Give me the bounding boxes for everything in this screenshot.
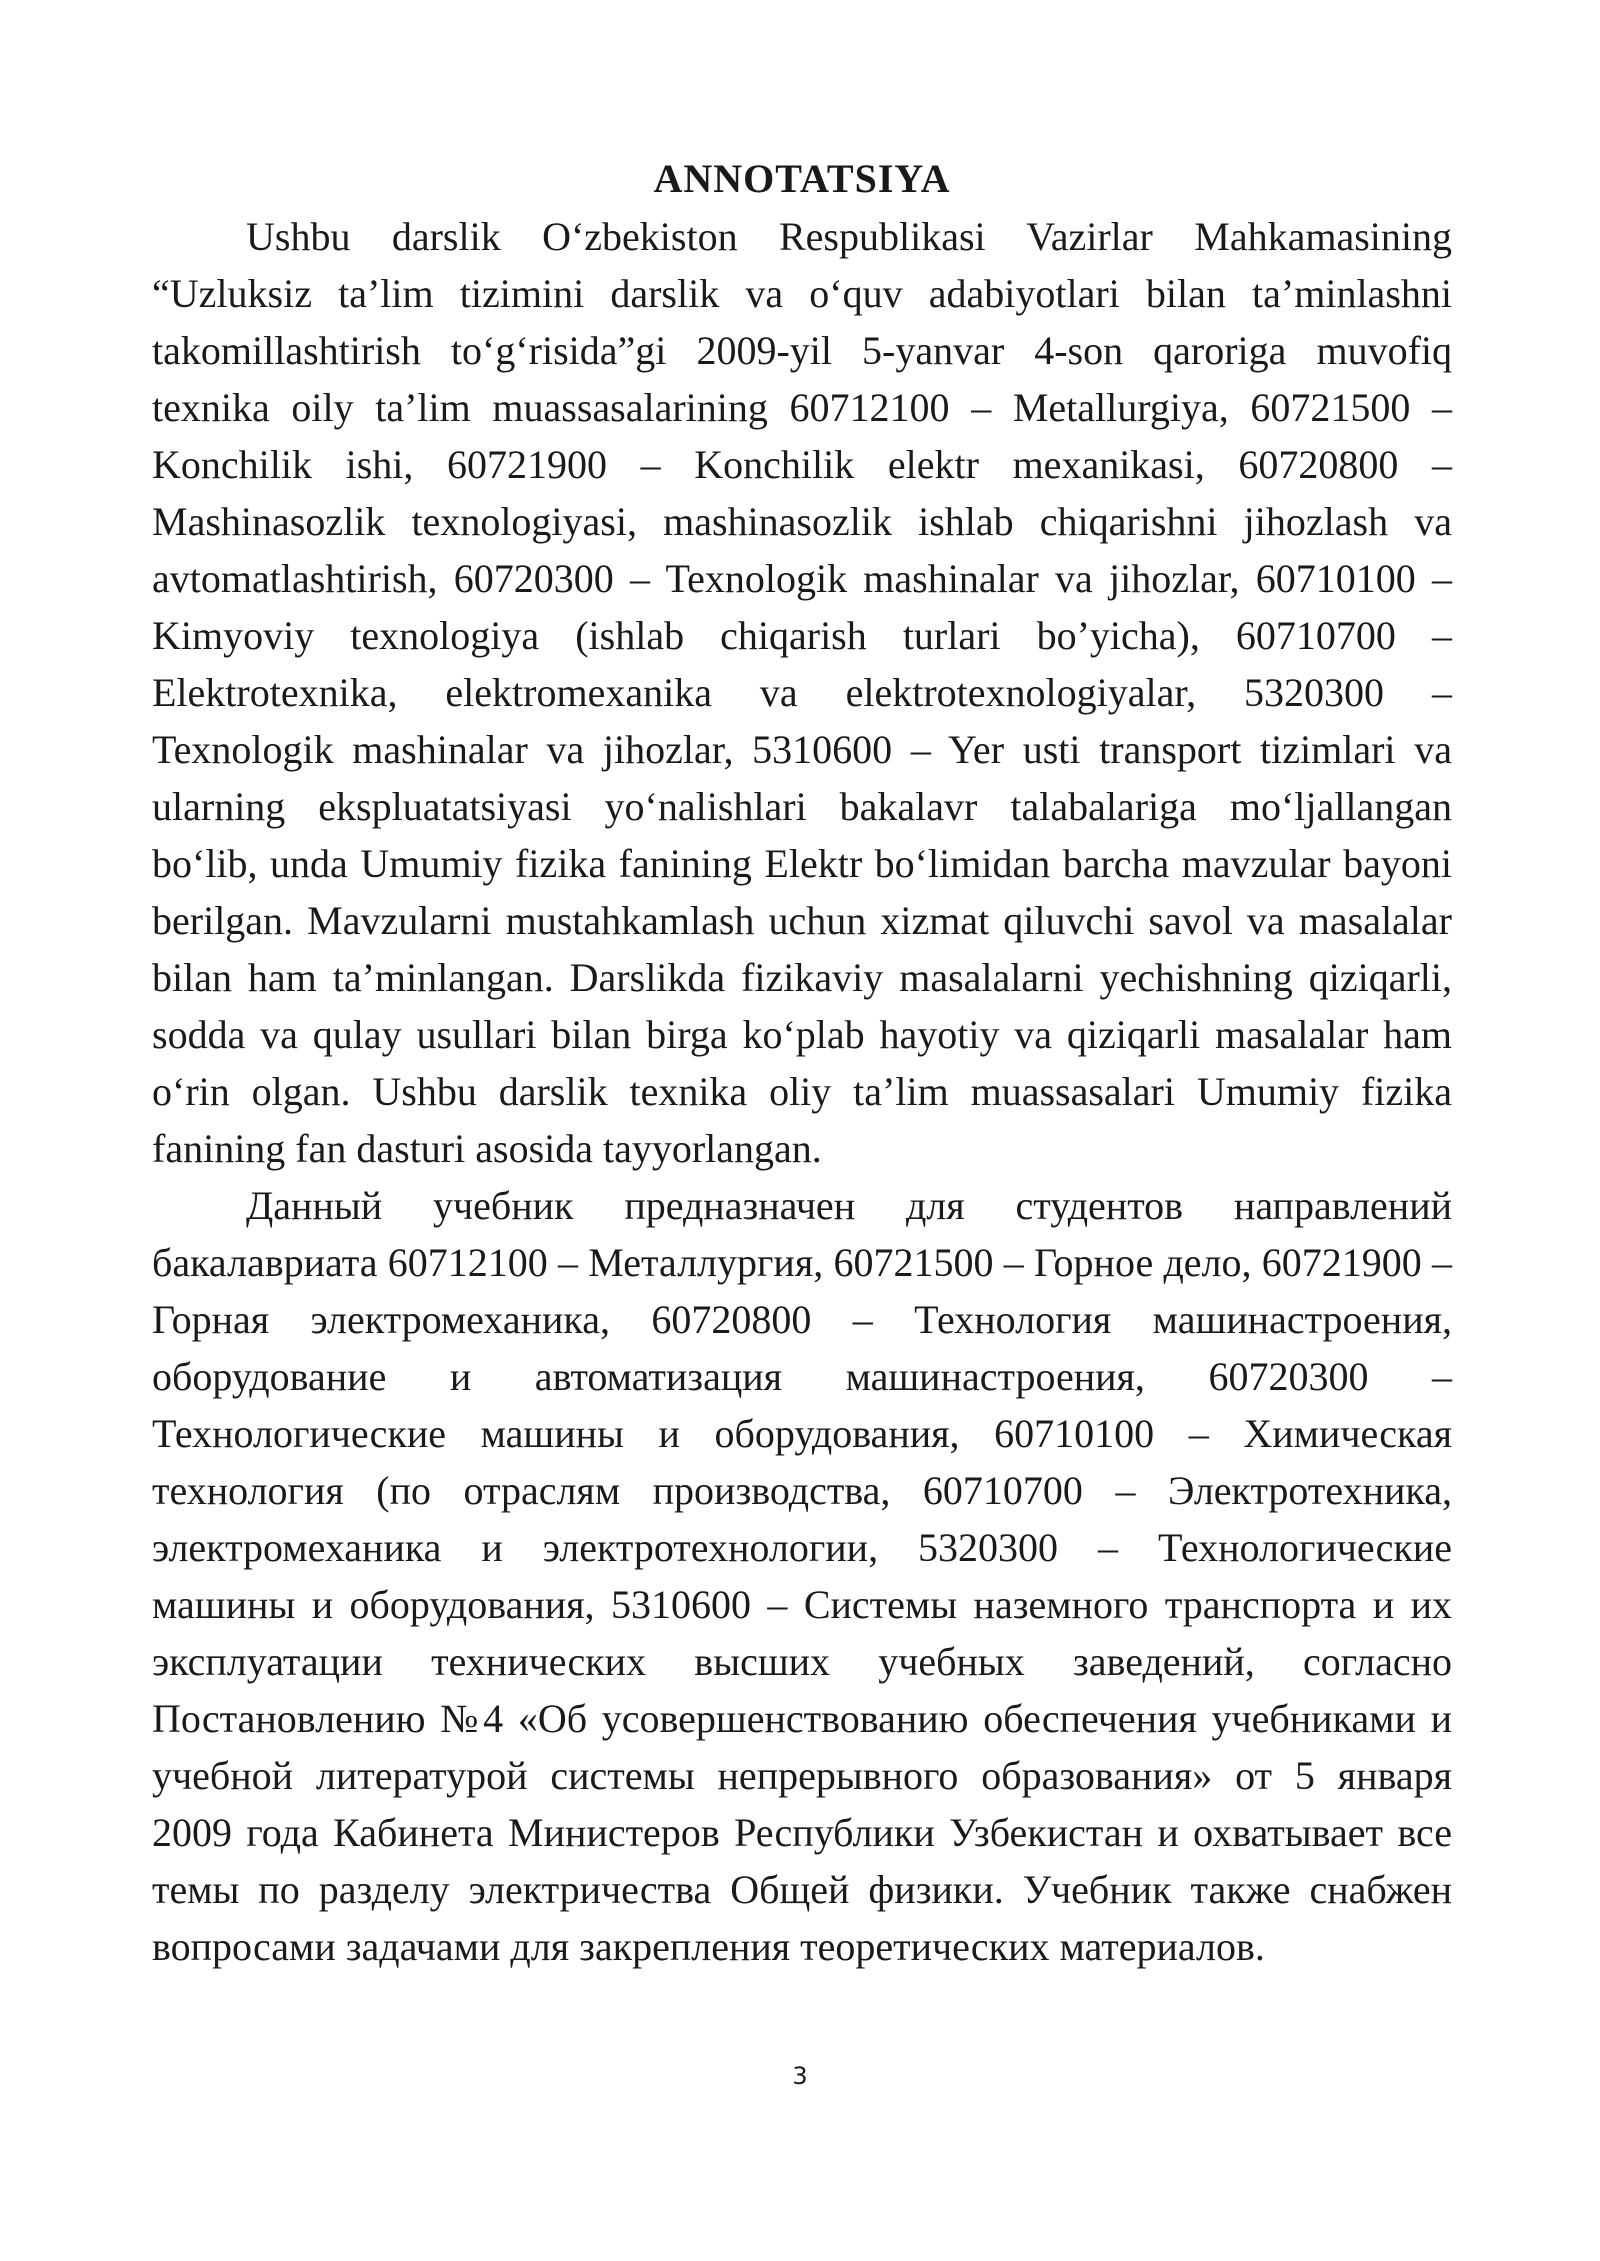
paragraph-russian: Данный учебник предназначен для студентов направлений бакалавриата 60712100 – Металлургия, 60721500 – Горное дело, 60721900 – Горная электромеханика, 60720800 – Технология машинастроения, оборудование и автоматизация машинастроения, 60720300 – Технологические машины и оборудования, 60710100 – Химическая технология (по отраслям производства, 60710700 – Электротехника, электромеханика и электротехнологии, 5320300 – Технологические машины и оборудования, 5310600 – Системы наземного транспорта и их эксплуатации технических высших учебных заведений, согласно Постановлению №4 «Об усовершенствованию обеспечения учебниками и учебной литературой системы непрерывного образования» от 5 января 2009 года Кабинета Министеров Республики Узбекистан и охватывает все темы по разделу электричества Общей физики. Учебник также снабжен вопросами задачами для закрепления теоретических материалов.	[152, 1183, 1452, 1969]
paragraph-uzbek: Ushbu darslik O‘zbekiston Respublikasi Vazirlar Mahkamasining “Uzluksiz ta’lim tizimini darslik va o‘quv adabiyotlari bilan ta’minlashni takomillashtirish to‘g‘risida”gi 2009-yil 5-yanvar 4-son qaroriga muvofiq texnika oily ta’lim muassasalarining 60712100 – Metallurgiya, 60721500 – Konchilik ishi, 60721900 – Konchilik elektr mexanikasi, 60720800 – Mashinasozlik texnologiyasi, mashinasozlik ishlab chiqarishni jihozlash va avtomatlashtirish, 60720300 – Texnologik mashinalar va jihozlar, 60710100 – Kimyoviy texnologiya (ishlab chiqarish turlari bo’yicha), 60710700 – Elektrotexnika, elektromexanika va elektrotexnologiyalar, 5320300 – Texnologik mashinalar va jihozlar, 5310600 – Yer usti transport tizimlari va ularning ekspluatatsiyasi yo‘nalishlari bakalavr talabalariga mo‘ljallangan bo‘lib, unda Umumiy fizika fanining Elektr bo‘limidan barcha mavzular bayoni berilgan. Mavzularni mustahkamlash uchun xizmat qiluvchi savol va masalalar bilan ham ta’minlangan. Darslikda fizikaviy masalalarni yechishning qiziqarli, sodda va qulay usullari bilan birga ko‘plab hayotiy va qiziqarli masalalar ham o‘rin olgan. Ushbu darslik texnika oliy ta’lim muassasalari Umumiy fizika fanining fan dasturi asosida tayyorlangan.	[152, 214, 1452, 1171]
page-number: 3	[792, 2062, 808, 2090]
document-page	[152, 150, 1452, 1975]
page-title: ANNOTATSIYA	[653, 156, 951, 201]
